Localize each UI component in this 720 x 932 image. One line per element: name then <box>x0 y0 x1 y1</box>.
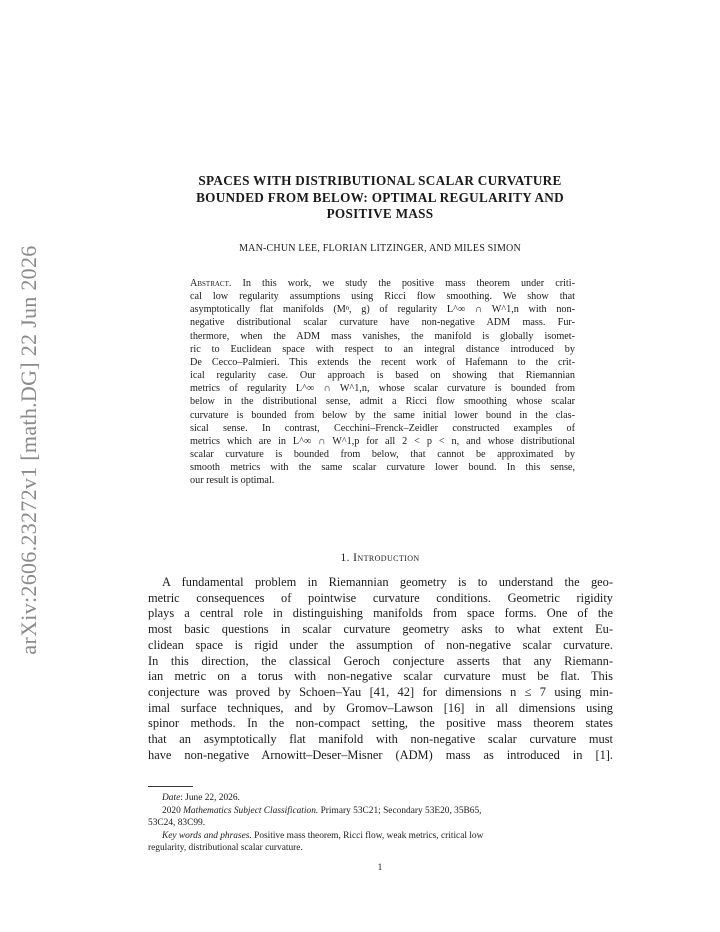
section-heading <box>150 552 610 564</box>
abstract-line: cal low regularity assumptions using Ricci flow smoothing. We show that <box>190 291 575 303</box>
keywords-footnote-cont: regularity, distributional scalar curvature. <box>148 843 303 854</box>
title-line: BOUNDED FROM BELOW: OPTIMAL REGULARITY AND <box>196 189 564 205</box>
abstract-line: negative distributional scalar curvature have non-negative ADM mass. Fur- <box>190 317 575 329</box>
abstract-line: De Cecco–Palmieri. This extends the recent work of Hafemann to the crit- <box>190 356 575 368</box>
body-line: that an asymptotically flat manifold with non-negative scalar curvature must <box>148 732 613 747</box>
footnote-rule <box>148 786 193 787</box>
abstract-line: curvature is bounded from below by the same initial lower bound in the clas- <box>190 409 575 421</box>
abstract-line: metrics which are in L^∞ ∩ W^1,p for all 2 < p < n, and whose distributional <box>190 435 575 447</box>
body-line: conjecture was proved by Schoen–Yau [41, 42] for dimensions n ≤ 7 using min- <box>148 684 613 699</box>
body-line: metric consequences of pointwise curvature conditions. Geometric rigidity <box>148 590 613 605</box>
arxiv-identifier-stamp <box>14 240 44 660</box>
footnotes <box>148 792 614 855</box>
msc-footnote-cont: 53C24, 83C99. <box>148 818 206 829</box>
abstract-line: below in the distributional sense, admit a Ricci flow smoothing whose scalar <box>190 396 575 408</box>
body-line: most basic questions in scalar curvature geometry asks to what extent Eu- <box>148 622 613 637</box>
body-line: ian metric on a torus with non-negative scalar curvature must be flat. This <box>148 669 613 684</box>
abstract-line: our result is optimal. <box>190 475 275 487</box>
keywords-footnote: Key words and phrases. Positive mass theorem, Ricci flow, weak metrics, critical low <box>162 830 484 841</box>
abstract-line: smooth metrics with the same scalar curvature lower bound. In this sense, <box>190 462 575 474</box>
abstract-line: metrics of regularity L^∞ ∩ W^1,n, whose scalar curvature is bounded from <box>190 383 575 395</box>
date-footnote: Date: June 22, 2026. <box>162 793 240 803</box>
abstract-line: scalar curvature is bounded from below, that cannot be approximated by <box>190 449 575 461</box>
abstract-line: sical sense. In contrast, Cecchini–Frenck–Zeidler constructed examples of <box>190 422 575 434</box>
abstract <box>190 277 575 488</box>
body-line: have non-negative Arnowitt–Deser–Misner (ADM) mass as introduced in [1]. <box>148 747 613 762</box>
body-line: A fundamental problem in Riemannian geometry is to understand the geo- <box>162 575 613 589</box>
msc-footnote: 2020 Mathematics Subject Classification. Primary 53C21; Secondary 53E20, 35B65, <box>162 805 482 816</box>
abstract-line: ric to Euclidean space with respect to an integral distance introduced by <box>190 343 575 355</box>
abstract-line: thermore, when the ADM mass vanishes, the manifold is globally isomet- <box>190 330 575 342</box>
body-line: clidean space is rigid under the assumption of non-negative scalar curvature. <box>148 637 613 652</box>
title-line: POSITIVE MASS <box>326 206 434 221</box>
arxiv-identifier-text: arXiv:2606.23272v1 [math.DG] 22 Jun 2026 <box>16 245 41 655</box>
body-line: imal surface techniques, and by Gromov–Lawson [16] in all dimensions using <box>148 700 613 715</box>
body-line: In this direction, the classical Geroch conjecture asserts that any Riemann- <box>148 653 613 668</box>
body-line: spinor methods. In the non-compact setting, the positive mass theorem states <box>148 716 613 731</box>
abstract-label: Abstract. <box>190 278 232 289</box>
title-line: SPACES WITH DISTRIBUTIONAL SCALAR CURVATURE <box>198 173 562 188</box>
abstract-line: Abstract. In this work, we study the positive mass theorem under criti- <box>190 278 575 289</box>
page-number: 1 <box>377 863 383 873</box>
abstract-line: asymptotically flat manifolds (Mⁿ, g) of regularity L^∞ ∩ W^1,n with non- <box>190 304 575 316</box>
abstract-line: ical regularity case. Our approach is based on showing that Riemannian <box>190 370 575 382</box>
introduction-paragraph <box>148 575 613 763</box>
body-line: plays a central role in distinguishing manifolds from space forms. One of the <box>148 606 613 621</box>
section-title: Introduction <box>353 552 420 564</box>
paper-title <box>150 173 610 223</box>
section-number: 1. <box>340 552 350 564</box>
author-list: MAN-CHUN LEE, FLORIAN LITZINGER, AND MILES SIMON <box>239 243 521 254</box>
